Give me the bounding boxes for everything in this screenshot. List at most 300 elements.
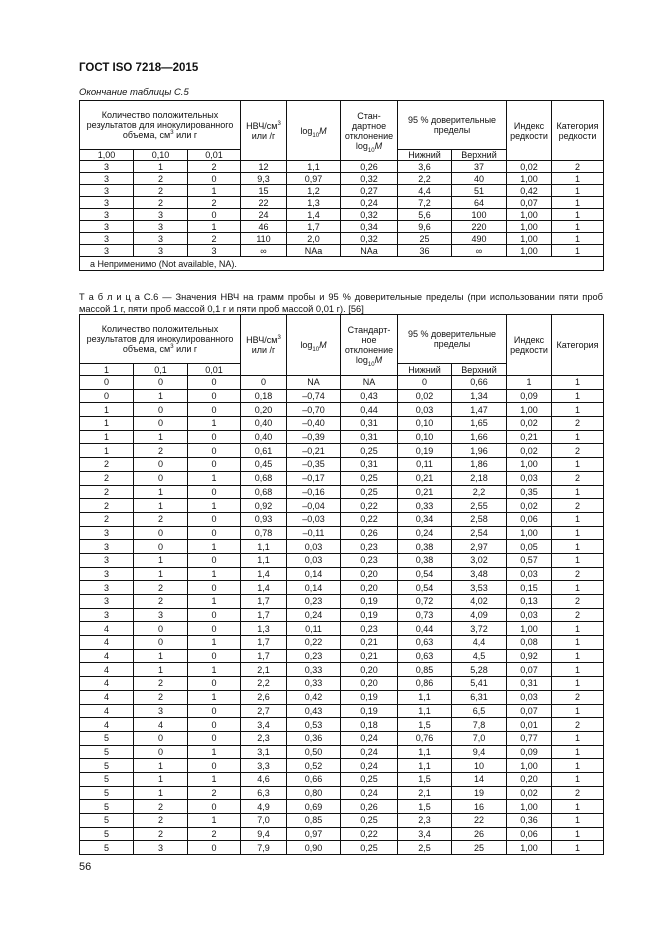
table-cell: 0,19 xyxy=(341,595,398,609)
table-cell: 3 xyxy=(134,209,188,221)
table-cell: 9,4 xyxy=(452,745,507,759)
table-cell: 1 xyxy=(80,417,134,431)
table-cell: 0,20 xyxy=(507,772,552,786)
table-cell: 0,25 xyxy=(341,485,398,499)
table-cell: 2,55 xyxy=(452,499,507,513)
table-cell: 0,02 xyxy=(507,417,552,431)
table-cell: 0,97 xyxy=(287,173,341,185)
table-cell: 0,19 xyxy=(341,608,398,622)
table-cell: 0,93 xyxy=(241,512,287,526)
table-cell: 4 xyxy=(80,718,134,732)
table-cell: 2 xyxy=(134,800,188,814)
table-row xyxy=(80,622,604,636)
table-cell: 0,78 xyxy=(241,526,287,540)
header-category: Категория xyxy=(552,315,604,376)
table-cell: –0,17 xyxy=(287,471,341,485)
table-cell: 0 xyxy=(188,526,241,540)
table-cell: 0 xyxy=(134,376,188,390)
table-cell: 1,5 xyxy=(398,800,452,814)
table-cell: 0,69 xyxy=(287,800,341,814)
table-cell: 1 xyxy=(552,814,604,828)
table-cell: 36 xyxy=(398,245,452,257)
table-cell: 1 xyxy=(552,185,604,197)
table-cell: 0,01 xyxy=(507,718,552,732)
table-row xyxy=(80,663,604,677)
table-cell: 1,4 xyxy=(287,209,341,221)
table-row xyxy=(80,417,604,431)
table-cell: 0,23 xyxy=(287,595,341,609)
table-cell: –0,04 xyxy=(287,499,341,513)
table-cell: 0 xyxy=(188,677,241,691)
table-cell: 1 xyxy=(188,221,241,233)
table-cell: 2 xyxy=(134,185,188,197)
table-cell: 0,90 xyxy=(287,841,341,855)
table-cell: 1,1 xyxy=(241,540,287,554)
table-cell: 0,97 xyxy=(287,827,341,841)
table-row xyxy=(80,827,604,841)
table-cell: 3 xyxy=(80,595,134,609)
table-cell: 0,02 xyxy=(507,499,552,513)
table-cell: 2,18 xyxy=(452,471,507,485)
table-cell: 40 xyxy=(452,173,507,185)
table-cell: 1,34 xyxy=(452,389,507,403)
table-cell: 0,43 xyxy=(287,704,341,718)
table-cell: 0,07 xyxy=(507,663,552,677)
header-volume-1: 1,00 xyxy=(80,150,134,161)
table-cell: 0,66 xyxy=(287,772,341,786)
table-cell: 12 xyxy=(241,161,287,173)
table-cell: 0,31 xyxy=(341,430,398,444)
table-row xyxy=(80,567,604,581)
table-cell: 0,03 xyxy=(398,403,452,417)
table-cell: 51 xyxy=(452,185,507,197)
table-cell: 0 xyxy=(188,485,241,499)
table-cell: 1,00 xyxy=(507,233,552,245)
table-cell: 0,24 xyxy=(341,197,398,209)
table-cell: 0,72 xyxy=(398,595,452,609)
table-cell: 22 xyxy=(241,197,287,209)
table-cell: 2 xyxy=(80,458,134,472)
table-cell: 0 xyxy=(241,376,287,390)
table-cell: NA xyxy=(287,376,341,390)
table-row xyxy=(80,581,604,595)
table-c5-end xyxy=(79,100,604,271)
table-cell: 37 xyxy=(452,161,507,173)
table-cell: 14 xyxy=(452,772,507,786)
table-cell: 0,03 xyxy=(287,553,341,567)
table-cell: 0,21 xyxy=(507,430,552,444)
table-cell: 1,1 xyxy=(398,759,452,773)
table-row xyxy=(80,458,604,472)
table-cell: 1 xyxy=(188,471,241,485)
table-cell: 5,28 xyxy=(452,663,507,677)
table-cell: 0,35 xyxy=(507,485,552,499)
table-cell: 1 xyxy=(552,430,604,444)
table-cell: 1 xyxy=(552,233,604,245)
table-cell: 1 xyxy=(134,786,188,800)
table-cell: 3 xyxy=(134,608,188,622)
table-cell: NAa xyxy=(287,245,341,257)
table-cell: 0,33 xyxy=(287,677,341,691)
header-lower-limit: Нижний xyxy=(398,364,452,376)
table-cell: 0,18 xyxy=(241,389,287,403)
table-cell: 2 xyxy=(552,567,604,581)
table-cell: 10 xyxy=(452,759,507,773)
table-cell: 0,03 xyxy=(507,567,552,581)
table-cell: 1,00 xyxy=(507,173,552,185)
table-cell: 1 xyxy=(552,389,604,403)
header-log-m: $\log_{10}M$ xyxy=(287,315,341,376)
table-cell: 0,80 xyxy=(287,786,341,800)
table-cell: 2,5 xyxy=(398,841,452,855)
table-cell: 3 xyxy=(134,233,188,245)
table-cell: 0,26 xyxy=(341,800,398,814)
table-cell: 5,6 xyxy=(398,209,452,221)
table-cell: 4,4 xyxy=(398,185,452,197)
table-cell: 0,31 xyxy=(507,677,552,691)
table-cell: 0,18 xyxy=(341,718,398,732)
table-cell: 4 xyxy=(80,690,134,704)
table-row xyxy=(80,636,604,650)
table-row xyxy=(80,649,604,663)
table-cell: –0,21 xyxy=(287,444,341,458)
header-volume-2: 0,1 xyxy=(134,364,188,376)
table-cell: 100 xyxy=(452,209,507,221)
table-cell: 0,21 xyxy=(341,649,398,663)
table-cell: 1 xyxy=(552,759,604,773)
table-cell: 2 xyxy=(134,173,188,185)
table-cell: 490 xyxy=(452,233,507,245)
table-cell: 0 xyxy=(188,458,241,472)
table-cell: 0 xyxy=(188,430,241,444)
table-cell: 5 xyxy=(80,759,134,773)
table-cell: 1 xyxy=(134,772,188,786)
table-cell: 0,34 xyxy=(398,512,452,526)
table-cell: 2 xyxy=(552,417,604,431)
table-row xyxy=(80,731,604,745)
table-cell: 2,7 xyxy=(241,704,287,718)
table-cell: 0,61 xyxy=(241,444,287,458)
table-c6-body xyxy=(80,376,604,855)
table-cell: –0,74 xyxy=(287,389,341,403)
table-cell: 25 xyxy=(452,841,507,855)
table-cell: 1 xyxy=(552,197,604,209)
table-cell: 5 xyxy=(80,786,134,800)
table-cell: –0,35 xyxy=(287,458,341,472)
table-cell: 0,09 xyxy=(507,389,552,403)
table-cell: 1,00 xyxy=(507,221,552,233)
table-cell: 6,31 xyxy=(452,690,507,704)
table-cell: 0,14 xyxy=(287,581,341,595)
table-continuation-title: Окончание таблицы С.5 xyxy=(79,87,189,98)
table-cell: 3,02 xyxy=(452,553,507,567)
table-cell: 3 xyxy=(134,221,188,233)
table-cell: 0,32 xyxy=(341,173,398,185)
table-cell: 1,4 xyxy=(241,581,287,595)
table-cell: 2,3 xyxy=(398,814,452,828)
table-cell: 0 xyxy=(134,526,188,540)
table-cell: 4 xyxy=(80,677,134,691)
table-cell: 1,00 xyxy=(507,800,552,814)
table-cell: 0,06 xyxy=(507,512,552,526)
table-cell: 2 xyxy=(188,786,241,800)
table-cell: 5 xyxy=(80,745,134,759)
table-cell: 19 xyxy=(452,786,507,800)
table-cell: 1,1 xyxy=(398,690,452,704)
table-cell: 0,66 xyxy=(452,376,507,390)
table-cell: 0,32 xyxy=(341,209,398,221)
table-row xyxy=(80,677,604,691)
table-cell: 7,9 xyxy=(241,841,287,855)
table-cell: 2 xyxy=(552,608,604,622)
table-row xyxy=(80,197,604,209)
table-cell: 0,50 xyxy=(287,745,341,759)
header-rarity-index: Индекс редкости xyxy=(507,101,552,161)
header-confidence-limits: 95 % доверительные пределы xyxy=(398,101,507,150)
table-cell: 0,25 xyxy=(341,444,398,458)
table-cell: 4,5 xyxy=(452,649,507,663)
table-cell: 3,4 xyxy=(241,718,287,732)
table-cell: 7,0 xyxy=(452,731,507,745)
table-cell: 0 xyxy=(134,540,188,554)
header-upper-limit: Верхний xyxy=(452,150,507,161)
table-cell: 1 xyxy=(552,512,604,526)
header-mpn: НВЧ/$см^3$ или /г xyxy=(241,101,287,161)
table-cell: 0 xyxy=(188,389,241,403)
table-cell: 2,2 xyxy=(398,173,452,185)
table-cell: 6,3 xyxy=(241,786,287,800)
table-cell: 1,7 xyxy=(241,608,287,622)
table-cell: 110 xyxy=(241,233,287,245)
table-cell: 2 xyxy=(552,690,604,704)
table-cell: 1 xyxy=(188,185,241,197)
table-cell: 1 xyxy=(80,403,134,417)
table-cell: 3 xyxy=(80,161,134,173)
table-cell: 1 xyxy=(552,403,604,417)
table-cell: 4 xyxy=(80,649,134,663)
table-cell: 2 xyxy=(134,677,188,691)
table-cell: 9,4 xyxy=(241,827,287,841)
table-cell: 2 xyxy=(552,718,604,732)
table-cell: 1 xyxy=(188,814,241,828)
table-cell: 1 xyxy=(134,499,188,513)
table-cell: 0 xyxy=(188,403,241,417)
table-cell: –0,11 xyxy=(287,526,341,540)
table-cell: 46 xyxy=(241,221,287,233)
table-cell: 0,23 xyxy=(341,622,398,636)
table-cell: 2,2 xyxy=(452,485,507,499)
table-cell: 1,4 xyxy=(241,567,287,581)
table-c6-caption: Т а б л и ц а С.6 — Значения НВЧ на грамм пробы и 95 % доверительные пределы (при использовании пяти проб массой 1 г, пяти проб массой 0,1 г и пяти проб массой 0,01 г). [56] xyxy=(79,292,603,314)
table-cell: 0,20 xyxy=(341,677,398,691)
table-cell: 0 xyxy=(80,389,134,403)
table-cell: 0,03 xyxy=(507,608,552,622)
table-cell: 2,54 xyxy=(452,526,507,540)
table-cell: 0 xyxy=(188,444,241,458)
table-cell: 2 xyxy=(134,581,188,595)
table-cell: 1 xyxy=(134,649,188,663)
table-cell: 0,36 xyxy=(507,814,552,828)
table-cell: 1,7 xyxy=(241,649,287,663)
table-cell: 0,23 xyxy=(341,540,398,554)
table-cell: 2 xyxy=(552,595,604,609)
table-cell: 0,22 xyxy=(341,499,398,513)
table-cell: 1 xyxy=(552,581,604,595)
table-cell: 1 xyxy=(134,567,188,581)
table-cell: 1 xyxy=(552,376,604,390)
table-row xyxy=(80,245,604,257)
table-cell: 3 xyxy=(80,233,134,245)
table-cell: 2 xyxy=(552,161,604,173)
table-cell: 3 xyxy=(80,209,134,221)
table-cell: 0 xyxy=(188,800,241,814)
table-cell: 9,6 xyxy=(398,221,452,233)
table-cell: 0,23 xyxy=(341,553,398,567)
table-cell: 2 xyxy=(134,197,188,209)
table-row xyxy=(80,485,604,499)
table-cell: 0,22 xyxy=(341,827,398,841)
table-cell: 0,33 xyxy=(287,663,341,677)
table-cell: 1 xyxy=(552,649,604,663)
table-cell: 0,76 xyxy=(398,731,452,745)
header-positive-results: Количество положительных результатов для инокулированного объема, $см^3$ или г xyxy=(80,315,241,364)
table-cell: 2 xyxy=(80,471,134,485)
table-cell: 0,20 xyxy=(341,663,398,677)
table-cell: –0,03 xyxy=(287,512,341,526)
table-cell: 64 xyxy=(452,197,507,209)
header-volume-1: 1 xyxy=(80,364,134,376)
header-volume-3: 0,01 xyxy=(188,364,241,376)
table-row xyxy=(80,209,604,221)
header-volume-3: 0,01 xyxy=(188,150,241,161)
table-cell: 0 xyxy=(188,209,241,221)
table-cell: 3,6 xyxy=(398,161,452,173)
table-cell: 0,25 xyxy=(341,471,398,485)
table-cell: 0,26 xyxy=(341,526,398,540)
table-cell: 0,85 xyxy=(287,814,341,828)
table-cell: 0,26 xyxy=(341,161,398,173)
table-cell: 0,53 xyxy=(287,718,341,732)
table-cell: 1,00 xyxy=(507,245,552,257)
table-cell: 3 xyxy=(80,245,134,257)
table-cell: 3,72 xyxy=(452,622,507,636)
table-cell: 1 xyxy=(552,540,604,554)
table-cell: 1,66 xyxy=(452,430,507,444)
table-cell: 0,36 xyxy=(287,731,341,745)
table-cell: 0 xyxy=(188,649,241,663)
table-cell: 0 xyxy=(188,512,241,526)
table-cell: 3 xyxy=(80,526,134,540)
table-cell: 0,08 xyxy=(507,636,552,650)
header-std-deviation: Стандарт-ное отклонение $\log_{10}M$ xyxy=(341,315,398,376)
table-cell: 1 xyxy=(552,622,604,636)
header-positive-results: Количество положительных результатов для инокулированного объема, $см^3$ или г xyxy=(80,101,241,150)
table-cell: 4,9 xyxy=(241,800,287,814)
header-volume-2: 0,10 xyxy=(134,150,188,161)
table-cell: 0 xyxy=(134,731,188,745)
table-row xyxy=(80,233,604,245)
table-cell: 1 xyxy=(552,458,604,472)
table-cell: 3 xyxy=(134,841,188,855)
table-cell: 0,40 xyxy=(241,430,287,444)
table-cell: 1 xyxy=(552,731,604,745)
table-cell: 0,92 xyxy=(507,649,552,663)
table-cell: 1,00 xyxy=(507,403,552,417)
table-cell: 0,44 xyxy=(341,403,398,417)
table-cell: 0,57 xyxy=(507,553,552,567)
table-cell: 0,24 xyxy=(341,745,398,759)
table-cell: 1 xyxy=(188,540,241,554)
table-cell: 0,03 xyxy=(287,540,341,554)
table-cell: 0,06 xyxy=(507,827,552,841)
table-cell: 9,3 xyxy=(241,173,287,185)
table-cell: 0,92 xyxy=(241,499,287,513)
table-cell: 0,24 xyxy=(341,786,398,800)
table-cell: 2 xyxy=(134,814,188,828)
table-cell: 3 xyxy=(80,197,134,209)
table-row xyxy=(80,553,604,567)
header-mpn: НВЧ/$см^3$ или /г xyxy=(241,315,287,376)
table-cell: 3 xyxy=(80,567,134,581)
table-cell: 1 xyxy=(134,430,188,444)
table-cell: 0,10 xyxy=(398,430,452,444)
table-row xyxy=(80,704,604,718)
table-cell: 2 xyxy=(188,197,241,209)
table-cell: 2 xyxy=(80,499,134,513)
table-cell: 26 xyxy=(452,827,507,841)
table-cell: 0,24 xyxy=(341,759,398,773)
table-cell: 1 xyxy=(188,745,241,759)
table-row xyxy=(80,403,604,417)
table-cell: 3 xyxy=(80,173,134,185)
table-row xyxy=(80,540,604,554)
document-header: ГОСТ ISO 7218—2015 xyxy=(79,62,199,74)
table-cell: 0,09 xyxy=(507,745,552,759)
table-cell: 0 xyxy=(134,636,188,650)
table-cell: 1 xyxy=(552,677,604,691)
table-cell: 4 xyxy=(80,622,134,636)
table-cell: 7,8 xyxy=(452,718,507,732)
table-row xyxy=(80,499,604,513)
table-cell: 0 xyxy=(188,376,241,390)
table-cell: 2,2 xyxy=(241,677,287,691)
table-cell: 0 xyxy=(134,458,188,472)
table-cell: 0 xyxy=(188,553,241,567)
table-cell: 2,6 xyxy=(241,690,287,704)
table-row xyxy=(80,745,604,759)
table-cell: 2 xyxy=(134,827,188,841)
table-cell: 1 xyxy=(552,827,604,841)
table-cell: 0,68 xyxy=(241,485,287,499)
header-upper-limit: Верхний xyxy=(452,364,507,376)
table-cell: 0,20 xyxy=(341,581,398,595)
table-cell: 1 xyxy=(188,567,241,581)
table-cell: NAa xyxy=(341,245,398,257)
table-cell: 0,02 xyxy=(507,161,552,173)
table-cell: 0 xyxy=(188,581,241,595)
table-cell: 2 xyxy=(552,786,604,800)
table-cell: 1,65 xyxy=(452,417,507,431)
table-cell: 0,21 xyxy=(341,636,398,650)
table-cell: 2 xyxy=(552,499,604,513)
table-cell: 5 xyxy=(80,772,134,786)
table-cell: –0,39 xyxy=(287,430,341,444)
table-cell: 0,21 xyxy=(398,485,452,499)
table-cell: 1 xyxy=(552,663,604,677)
table-cell: 2 xyxy=(134,595,188,609)
table-cell: 1,7 xyxy=(241,595,287,609)
table-cell: 4 xyxy=(80,704,134,718)
